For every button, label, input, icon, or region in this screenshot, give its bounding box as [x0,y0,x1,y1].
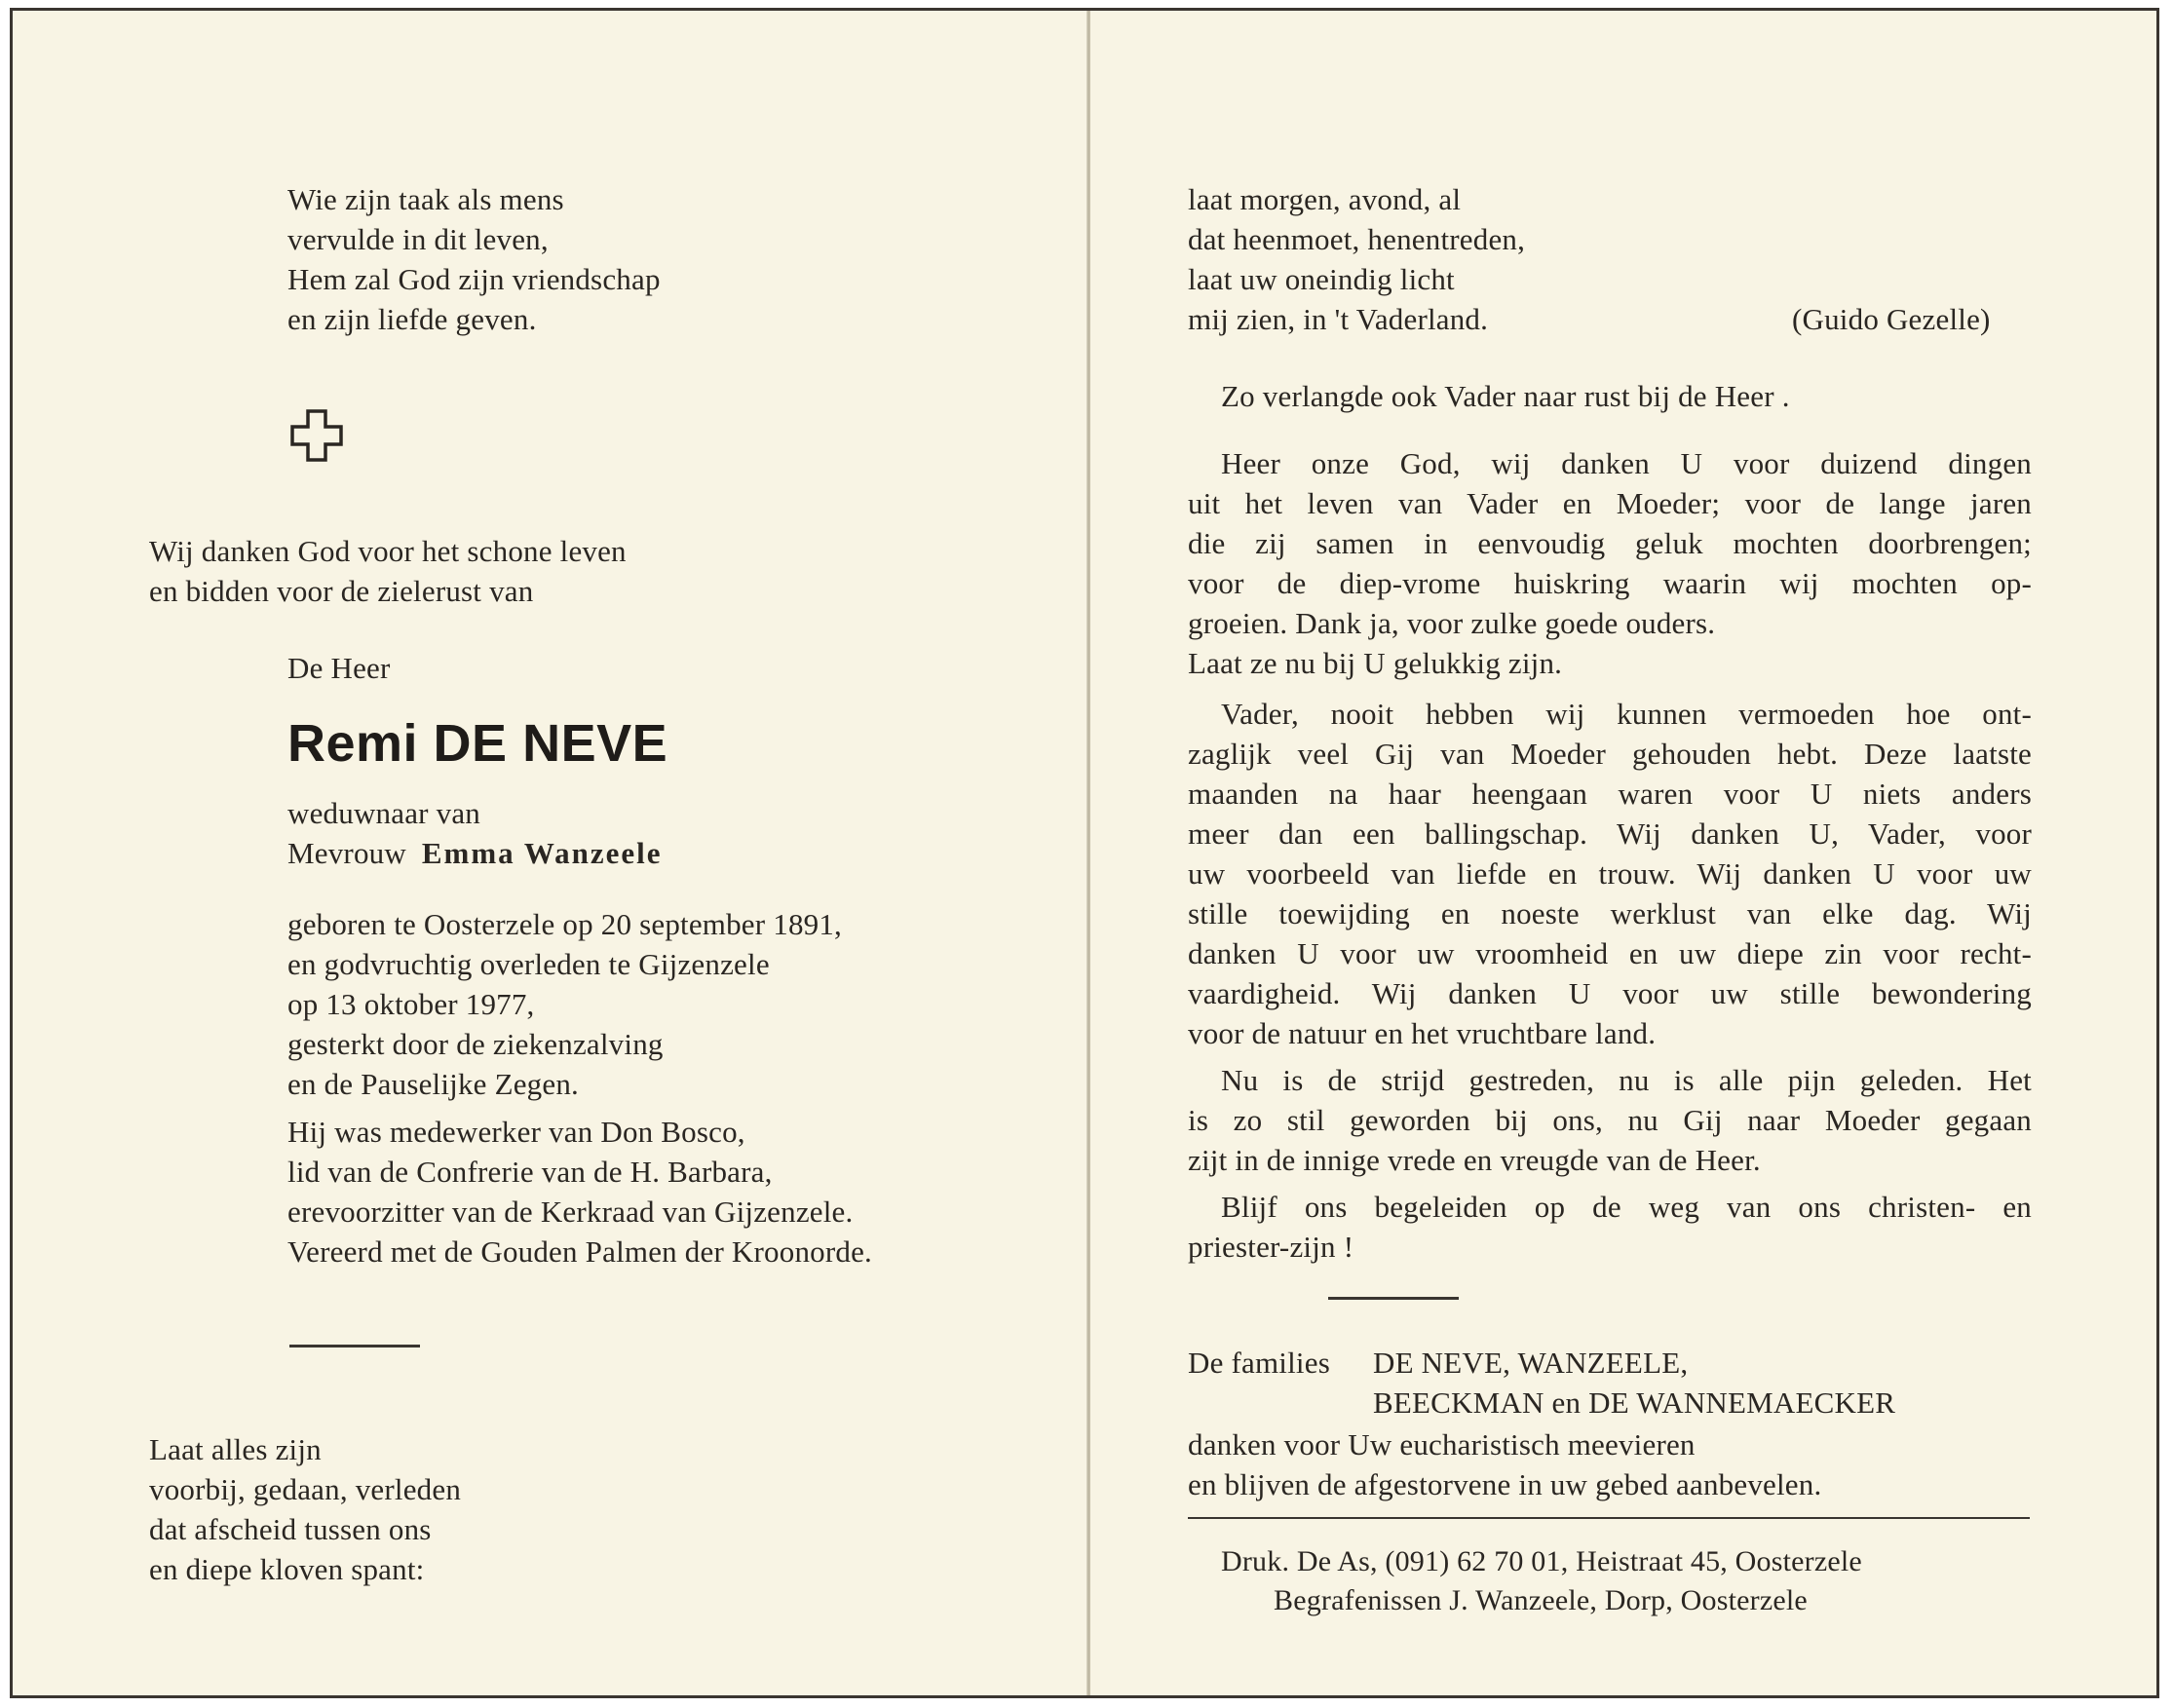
para-line: uw voorbeeld van liefde en trouw. Wij danken U voor uw [1188,856,2032,891]
deceased-name: Remi DE NEVE [287,714,668,773]
paragraph-thanks [1188,443,2032,683]
para-line: voor de diep-vrome huiskring waarin wij mochten op- [1188,566,2032,600]
bio-line: op 13 oktober 1977, [287,987,535,1021]
para-line: maanden na haar heengaan waren voor U niets anders [1188,777,2032,811]
intro-line: en bidden voor de zielerust van [149,574,534,608]
birth-death-block [287,904,842,1104]
para-line: Nu is de strijd gestreden, nu is alle pijn geleden. Het [1221,1063,2032,1097]
para-line: Blijf ons begeleiden op de weg van ons christen- en [1221,1190,2032,1224]
memorial-card [10,8,2159,1698]
poem-line: en zijn liefde geven. [287,302,537,336]
poem-line: Laat alles zijn [149,1432,322,1466]
para-line: Heer onze God, wij danken U voor duizend dingen [1221,446,2032,480]
bio-line: geboren te Oosterzele op 20 september 1891, [287,907,842,941]
family-line: BEECKMAN en DE WANNEMAECKER [1373,1385,1896,1420]
bio-line: en de Pauselijke Zegen. [287,1067,579,1101]
wife-line [287,833,663,873]
role-line: erevoorzitter van de Kerkraad van Gijzenzele. [287,1195,854,1229]
poem-line: vervulde in dit leven, [287,222,549,256]
poem-line: laat uw oneindig licht [1188,262,1455,296]
bio-line: en godvruchtig overleden te Gijzenzele [287,947,770,981]
undertaker-line: Begrafenissen J. Wanzeele, Dorp, Oosterzele [1274,1584,1808,1616]
role-line: Hij was medewerker van Don Bosco, [287,1115,745,1149]
widower-label: weduwnaar van [287,796,480,830]
paragraph-father [1188,694,2032,1053]
thanks-text [1188,1424,1821,1504]
family-line: DE NEVE, WANZEELE, [1373,1346,1689,1380]
para-line: meer dan een ballingschap. Wij danken U, Vader, voor [1188,816,2032,851]
printer-line: Druk. De As, (091) 62 70 01, Heistraat 45, Oosterzele [1221,1545,1862,1577]
families-prefix: De families [1188,1346,1330,1380]
footer-rule [1188,1517,2030,1519]
divider [1328,1297,1459,1300]
paragraph-guidance [1188,1187,2032,1267]
bio-line: gesterkt door de ziekenzalving [287,1027,664,1061]
poem-line: Hem zal God zijn vriendschap [287,262,661,296]
para-line: Laat ze nu bij U gelukkig zijn. [1188,646,1563,680]
paragraph-peace [1188,1060,2032,1180]
poem-attribution: (Guido Gezelle) [1792,302,1991,336]
left-panel [13,11,1090,1695]
wife-prefix: Mevrouw [287,836,406,870]
wife-name: Emma Wanzeele [421,836,663,870]
poem-line: en diepe kloven spant: [149,1552,425,1586]
divider [289,1345,420,1347]
cross-icon [289,408,344,463]
para-line: groeien. Dank ja, voor zulke goede ouders. [1188,606,1716,640]
role-line: Vereerd met de Gouden Palmen der Kroonorde. [287,1234,872,1269]
para-line: vaardigheid. Wij danken U voor uw stille bewondering [1188,976,2032,1010]
continued-poem [1188,179,1525,339]
thanks-line: en blijven de afgestorvene in uw gebed aanbevelen. [1188,1467,1822,1501]
role-line: lid van de Confrerie van de H. Barbara, [287,1155,773,1189]
rest-line: Zo verlangde ook Vader naar rust bij de Heer . [1221,379,1790,413]
poem-line: Wie zijn taak als mens [287,182,564,216]
honorific: De Heer [287,651,391,685]
para-line: zijt in de innige vrede en vreugde van de Heer. [1188,1143,1761,1177]
para-line: Vader, nooit hebben wij kunnen vermoeden hoe ont- [1221,697,2032,731]
thanks-line: danken voor Uw eucharistisch meevieren [1188,1427,1696,1461]
poem-line: dat afscheid tussen ons [149,1512,432,1546]
intro-line: Wij danken God voor het schone leven [149,534,627,568]
para-line: voor de natuur en het vruchtbare land. [1188,1016,1657,1050]
poem-line: voorbij, gedaan, verleden [149,1472,462,1506]
para-line: uit het leven van Vader en Moeder; voor de lange jaren [1188,486,2032,520]
para-line: is zo stil geworden bij ons, nu Gij naar Moeder gegaan [1188,1103,2032,1137]
para-line: die zij samen in eenvoudig geluk mochten doorbrengen; [1188,526,2032,560]
closing-poem [149,1429,461,1589]
poem-line: mij zien, in 't Vaderland. [1188,302,1489,336]
para-line: stille toewijding en noeste werklust van elke dag. Wij [1188,896,2032,930]
families-names [1373,1343,1895,1423]
roles-block [287,1112,872,1272]
para-line: zaglijk veel Gij van Moeder gehouden hebt. Deze laatste [1188,737,2032,771]
para-line: priester-zijn ! [1188,1230,1354,1264]
widower-block [287,793,663,873]
poem-line: dat heenmoet, henentreden, [1188,222,1526,256]
para-line: danken U voor uw vroomheid en uw diepe zin voor recht- [1188,936,2032,970]
poem-line: laat morgen, avond, al [1188,182,1462,216]
opening-poem [287,179,661,339]
right-panel [1090,11,2156,1695]
intro-text [149,531,627,611]
